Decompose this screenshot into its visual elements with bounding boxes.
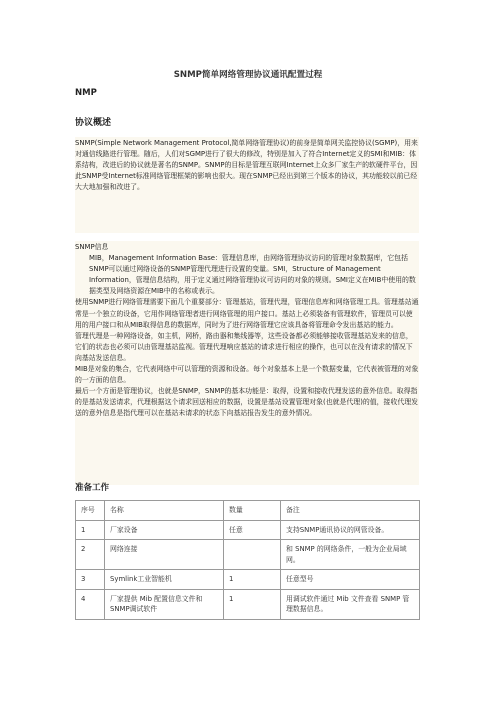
header-cell: 名称 [105,501,224,521]
use-paragraph: 使用SNMP进行网络管理需要下面几个重要部分：管理基站，管理代理，管理信息库和网络管理工具。管理基站通常是一个独立的设备，它用作网络管理者进行网络管理的用户接口。基站上必须装备有管理软件，管理员可以使用的用户接口和从MIB取得信息的数据库，同时为了进行网络管理它应该具备将管理命令发出基站的能力。 [75,298,419,329]
table-cell: 3 [76,570,105,590]
table-cell: 1 [224,589,281,619]
table-header-row [76,501,420,521]
header-cell: 序号 [76,501,105,521]
table-row [76,540,420,570]
heading-overview: 协议概述 [75,118,112,128]
heading-nmp: NMP [75,88,97,98]
table-cell: 1 [76,520,105,540]
table-cell: 任意型号 [281,570,420,590]
overview-paragraph: SNMP(Simple Network Management Protocol,简单网络管理协议)的前身是简单网关监控协议(SGMP)，用来对通信线路进行管理。随后，人们对SGMP进行了很大的修改，特别是加入了符合Internet定义的SMI和MIB：体系结构，改进后的协议就是著名的SNMP。SNMP的目标是管理互联网Internet上众多厂家生产的软硬件平台，因此SNMP受Internet标准网络管理框架的影响也很大。现在SNMP已经出到第三个版本的协议，其功能较以前已经大大地加强和改进了。 [75,139,418,192]
table-row [76,570,420,590]
prep-table [75,500,420,620]
table-cell: 用调试软件通过 Mib 文件查看 SNMP 管理数据信息。 [281,589,420,619]
table-cell: 1 [224,570,281,590]
table-row [76,520,420,540]
mib-paragraph: MIB，Management Information Base：管理信息库，由网络管理协议访问的管理对象数据库，它包括SNMP可以通过网络设备的SNMP管理代理进行设置的变量。SMI，Structure of Management Information，管理信息结构，用于定义通过网络管理协议可访问的对象的规则。SMI定义在MIB中使用的数据类型及网络资源在MIB中的名称或表示。 [89,254,416,296]
table-cell [224,540,281,570]
table-cell: 厂家提供 Mib 配置信息文件和SNMP调试软件 [105,589,224,619]
protocol-paragraph: 最后一个方面是管理协议，也就是SNMP，SNMP的基本功能是：取得，设置和接收代理发送的意外信息。取得指的是基站发送请求，代理根据这个请求回送相应的数据，设置是基站设置管理对象(也就是代理)的值，接收代理发送的意外信息是指代理可以在基站未请求的状态下向基站报告发生的意外情况。 [75,387,419,418]
mib-object-paragraph: MIB是对象的集合，它代表网络中可以管理的资源和设备。每个对象基本上是一个数据变量，它代表被管理的对象的一方面的信息。 [75,365,419,385]
table-cell: 网络连接 [105,540,224,570]
agent-paragraph: 管理代理是一种网络设备，如主机，网桥，路由器和集线器等，这些设备都必须能够接收管理基站发来的信息，它们的状态也必须可以由管理基站监视。管理代理响应基站的请求进行相应的操作，也可以在没有请求的情况下向基站发送信息。 [75,331,413,362]
table-cell: 和 SNMP 的网络条件，一般为企业局域网。 [281,540,420,570]
snmp-info-block [75,242,419,420]
table-row [76,589,420,619]
header-cell: 备注 [281,501,420,521]
header-cell: 数量 [224,501,281,521]
heading-prep: 准备工作 [75,483,110,493]
table-cell: 任意 [224,520,281,540]
snmp-info-label: SNMP信息 [75,243,109,251]
table-cell: 支持SNMP通讯协议的网管设备。 [281,520,420,540]
table-cell: Symlink工业智能机 [105,570,224,590]
table-cell: 厂家设备 [105,520,224,540]
doc-title: SNMP简单网络管理协议通讯配置过程 [173,70,323,80]
table-cell: 2 [76,540,105,570]
table-cell: 4 [76,589,105,619]
